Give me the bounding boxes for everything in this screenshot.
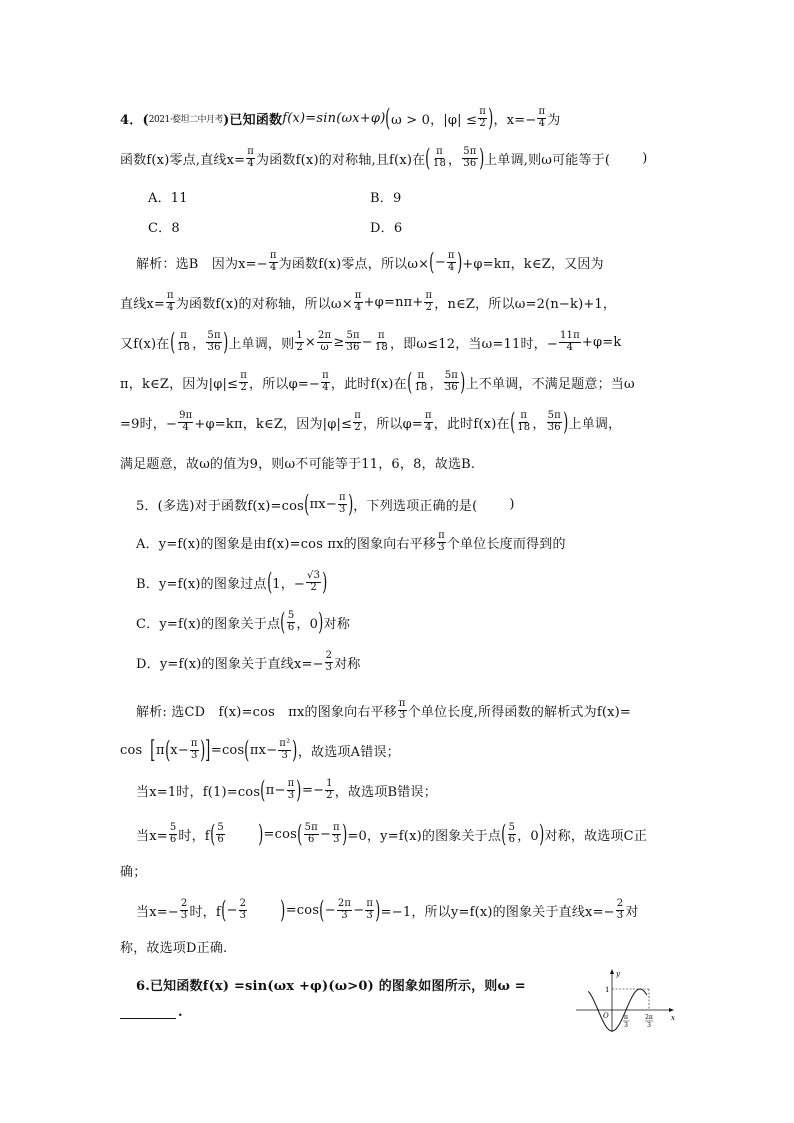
fraction: $\frac{\pi}{3}$ <box>333 822 340 845</box>
fraction: $\frac{\pi}{3}$ <box>366 898 374 921</box>
q4-option-b[interactable]: B．9 <box>370 190 402 206</box>
fraction: $\frac{2}{3}$ <box>239 898 247 921</box>
fraction: $\frac{\pi}{3}$ <box>190 738 198 761</box>
sol4-line-3: 又f(x)在 ( $\frac{\pi}{18}$ ， $\frac{5\pi}{36}$ ) 上单调，则 $\frac{1}{2}$ × $\frac{2\pi}{\omega}$ ≥ $\frac{5\pi}{36}$ − $\frac{\pi}{18}$ ，即ω≤12，当ω=11时，− $\frac{11\pi}{4}$ +φ=k <box>120 328 622 356</box>
fraction: $\frac{5\pi}{36}$ <box>444 370 459 393</box>
q5-line-1: 5．(多选)对于函数f(x)=cos ( πx− $\frac{\pi}{3}$ ) ，下列选项正确的是( ) <box>136 490 515 518</box>
sol5-line-7: 称，故选项D正确. <box>120 940 228 956</box>
fraction: $\frac{\pi}{3}$ <box>398 698 406 721</box>
tick-1: 1 <box>605 986 610 994</box>
sol5-line-4: 当x= $\frac{5}{6}$ 时，f ( $\frac{5}{6}$ ) =cos ( $\frac{5\pi}{6}$ − $\frac{\pi}{3}$ ) =0，y=f(x)的图象关于点 ( $\frac{5}{6}$ ，0 ) 对称，故选项C正 <box>136 820 648 848</box>
fraction: $\frac{2}{3}$ <box>180 898 188 921</box>
fraction: $\frac{\pi}{4}$ <box>247 146 255 169</box>
answer-blank[interactable] <box>120 1006 176 1019</box>
fraction: $\frac{\pi}{4}$ <box>322 370 329 393</box>
fraction: $\frac{√3}{2}$ <box>307 570 321 593</box>
tick-2pi3-den: 3 <box>647 1022 651 1029</box>
fraction: $\frac{5\pi}{36}$ <box>547 410 561 433</box>
q4-option-d[interactable]: D．6 <box>370 220 403 236</box>
fraction: $\frac{\pi}{4}$ <box>538 106 546 129</box>
q4-line-2: 函数f(x)零点,直线x= $\frac{\pi}{4}$ 为函数f(x)的对称轴,且f(x)在 ( $\frac{\pi}{18}$ ， $\frac{5\pi}{36}$ ) 上单调,则ω可能等于( ) <box>120 144 648 172</box>
q5-option-d[interactable]: D．y=f(x)的图象关于直线x=− $\frac{2}{3}$ 对称 <box>136 650 361 673</box>
fraction: $\frac{\pi}{18}$ <box>414 370 428 393</box>
sol5-line-2: cos [ π ( x− $\frac{\pi}{3}$ ) ] =cos ( πx− $\frac{\text{π²}}{3}$ ) ，故选项A错误； <box>120 736 400 764</box>
fraction: $\frac{5}{6}$ <box>217 822 224 845</box>
fraction: $\frac{2\pi}{3}$ <box>337 898 352 921</box>
q4-option-a[interactable]: A．11 <box>148 190 188 206</box>
q4-options-row-1 <box>148 180 708 212</box>
q4-line-1: 4．( 2021·婺坦二中月考 )已知函数 f(x)=sin(ωx+φ) ( ω > 0，|φ| ≤ $\frac{\pi}{2}$ ) ，x=− $\frac{\pi}{4}$ 为 <box>120 104 561 132</box>
q6-line-2: . <box>120 996 680 1028</box>
q4-source: 2021·婺坦二中月考 <box>148 114 224 125</box>
fraction: $\frac{5\pi}{36}$ <box>207 330 221 353</box>
fraction: $\frac{2}{3}$ <box>616 898 624 921</box>
q5-option-a[interactable]: A．y=f(x)的图象是由f(x)=cos πx的图象向右平移 $\frac{\pi}{3}$ 个单位长度而得到的 <box>136 530 566 553</box>
fraction: $\frac{\pi}{18}$ <box>374 330 388 353</box>
fraction: $\frac{\pi}{2}$ <box>425 290 433 313</box>
fraction: $\frac{\pi}{4}$ <box>447 250 455 273</box>
fraction: $\frac{5}{6}$ <box>508 822 516 845</box>
sol4-line-5: =9时，− $\frac{9\pi}{4}$ +φ=kπ，k∈Z，因为|φ|≤ $\frac{\pi}{2}$ ，所以φ= $\frac{\pi}{4}$ ，此时f(x)在 ( $\frac{\pi}{18}$ ， $\frac{5\pi}{36}$ ) 上单调， <box>120 408 622 436</box>
fraction: $\frac{\pi}{18}$ <box>177 330 191 353</box>
fraction: $\frac{\pi}{3}$ <box>338 492 346 515</box>
q4-option-c[interactable]: C．8 <box>148 220 180 236</box>
sol4-line-2: 直线x= $\frac{\pi}{4}$ 为函数f(x)的对称轴，所以ω× $\frac{\pi}{4}$ +φ=nπ+ $\frac{\pi}{2}$ ，n∈Z，所以ω=2(n−k)+1， <box>120 290 617 313</box>
q5-option-b[interactable]: B．y=f(x)的图象过点 ( 1，− $\frac{√3}{2}$ ) <box>136 568 328 596</box>
origin-label: O <box>603 1012 609 1020</box>
fraction: $\frac{\pi}{2}$ <box>479 106 486 129</box>
x-label: x <box>671 1014 675 1022</box>
sol4-line-6: 满足题意，故ω的值为9，则ω不可能等于11，6，8，故选B. <box>120 456 476 472</box>
fraction: $\frac{9\pi}{4}$ <box>179 410 193 433</box>
q4-options-row-2 <box>148 210 708 242</box>
sol4-line-4: π，k∈Z，因为|φ|≤ $\frac{\pi}{2}$ ，所以φ=− $\frac{\pi}{4}$ ，此时f(x)在 ( $\frac{\pi}{18}$ ， $\frac{5\pi}{36}$ ) 上不单调，不满足题意；当ω <box>120 368 635 396</box>
fraction: $\frac{11\pi}{4}$ <box>559 330 580 353</box>
y-axis-arrow-icon <box>610 969 614 974</box>
fraction: $\frac{5\pi}{36}$ <box>463 146 477 169</box>
fraction: $\frac{\pi}{4}$ <box>425 410 432 433</box>
tick-pi3-den: 3 <box>624 1022 628 1029</box>
tick-pi3-num: π <box>624 1014 628 1021</box>
fraction: $\frac{\pi}{4}$ <box>269 250 277 273</box>
sol5-line-5: 确； <box>120 864 147 880</box>
fraction: $\frac{\pi}{18}$ <box>432 146 447 169</box>
sine-graph <box>574 966 678 1036</box>
fraction: $\frac{5\pi}{6}$ <box>304 822 318 845</box>
fraction: $\frac{\text{π²}}{3}$ <box>279 738 291 761</box>
sol5-line-1: 解析: 选CD f(x)=cos πx的图象向右平移 $\frac{\pi}{3}$ 个单位长度,所得函数的解析式为f(x)= <box>136 698 632 721</box>
fraction: $\frac{\pi}{18}$ <box>517 410 531 433</box>
tick-2pi3-num: 2π <box>645 1014 653 1021</box>
x-axis-arrow-icon <box>669 1008 674 1012</box>
fraction: $\frac{2\pi}{\omega}$ <box>318 330 332 353</box>
fraction: $\frac{\pi}{2}$ <box>240 370 248 393</box>
sol5-line-6: 当x=− $\frac{2}{3}$ 时，f ( − $\frac{2}{3}$ ) =cos ( − $\frac{2\pi}{3}$ − $\frac{\pi}{3}$ ) =−1，所以y=f(x)的图象关于直线x=− $\frac{2}{3}$ 对 <box>136 896 639 924</box>
q4-number: 4．( <box>120 112 149 128</box>
fraction: $\frac{\pi}{3}$ <box>438 530 445 553</box>
fraction: $\frac{\pi}{4}$ <box>167 290 174 313</box>
fraction: $\frac{5}{6}$ <box>169 822 177 845</box>
fraction: $\frac{5}{6}$ <box>287 610 295 633</box>
fraction: $\frac{2}{3}$ <box>325 650 333 673</box>
fraction: $\frac{\pi}{4}$ <box>354 290 362 313</box>
q6-line-1: 6.已知函数f(x) =sin(ωx +φ)(ω>0) 的图象如图所示，则ω = <box>136 978 526 994</box>
sol5-line-3: 当x=1时，f(1)=cos ( π− $\frac{\pi}{3}$ ) =− $\frac{1}{2}$ ，故选项B错误； <box>136 776 437 804</box>
y-label: y <box>616 970 620 978</box>
q5-option-c[interactable]: C．y=f(x)的图象关于点 ( $\frac{5}{6}$ ，0 ) 对称 <box>136 608 351 636</box>
sol4-line-1: 解析：选B 因为x=− $\frac{\pi}{4}$ 为函数f(x)零点，所以ω× ( − $\frac{\pi}{4}$ ) +φ=kπ，k∈Z，又因为 <box>136 248 604 276</box>
fraction: $\frac{\pi}{3}$ <box>287 778 295 801</box>
fraction: $\frac{\pi}{2}$ <box>354 410 361 433</box>
fraction: $\frac{1}{2}$ <box>326 778 333 801</box>
fraction: $\frac{1}{2}$ <box>296 330 303 353</box>
fraction: $\frac{5\pi}{36}$ <box>346 330 360 353</box>
